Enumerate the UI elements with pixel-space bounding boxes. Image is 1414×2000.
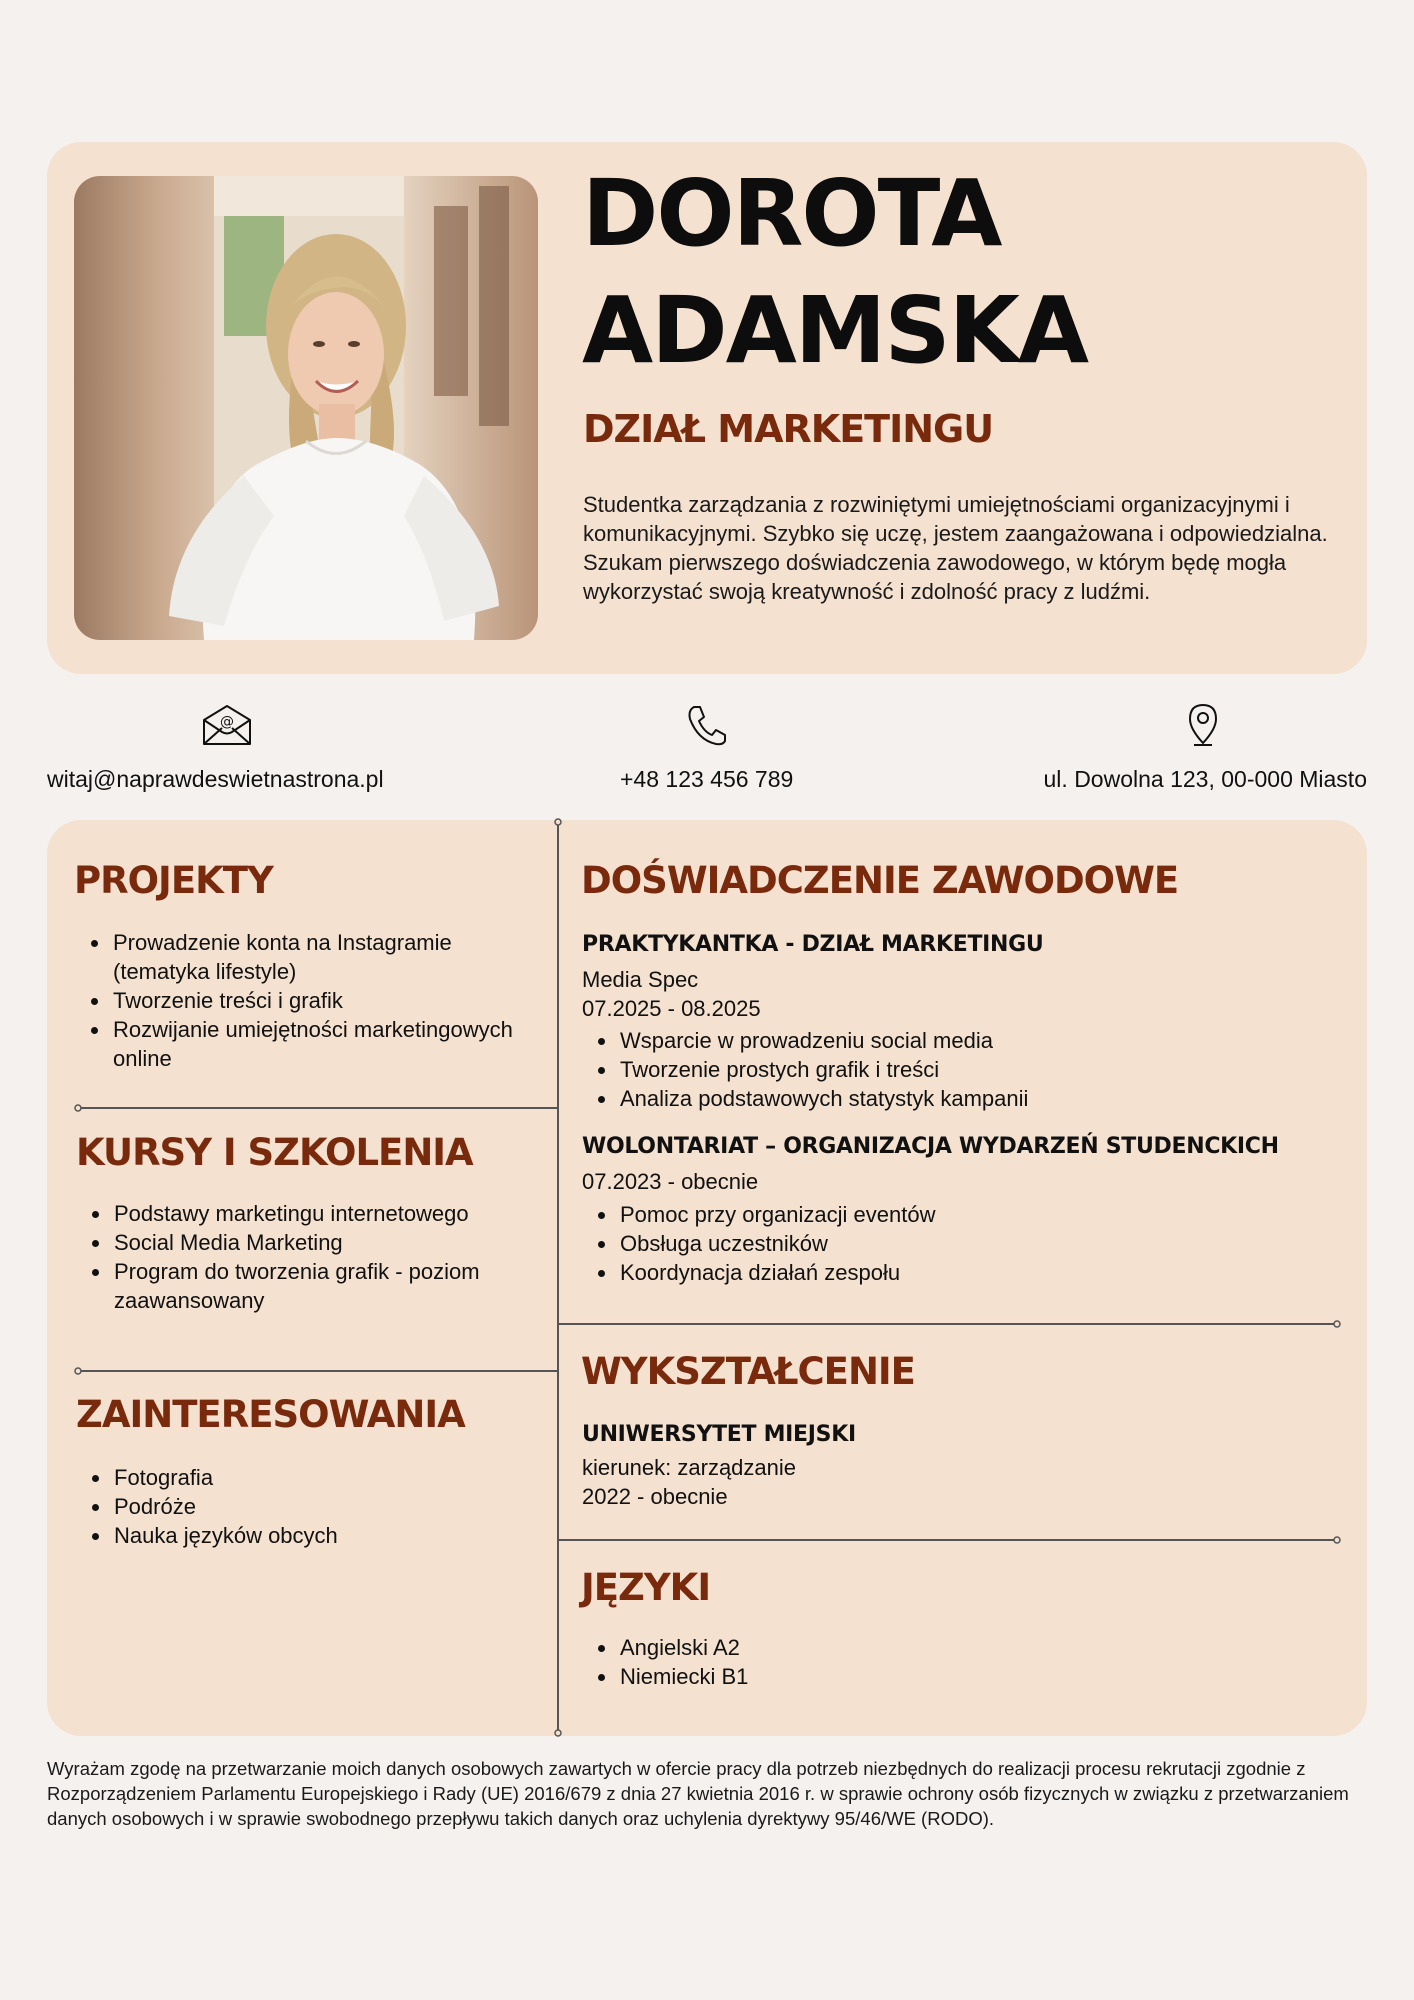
job-role: WOLONTARIAT – ORGANIZACJA WYDARZEŃ STUDENCKICH — [582, 1134, 1279, 1159]
name-last: ADAMSKA — [582, 277, 1088, 384]
courses-heading: KURSY I SZKOLENIA — [76, 1131, 473, 1174]
list-item: • Nauka języków obcych — [112, 1521, 532, 1550]
portrait-photo-illustration — [74, 176, 538, 640]
list-item: • Prowadzenie konta na Instagramie (tematyka lifestyle) — [111, 928, 551, 986]
phone-number[interactable]: +48 123 456 789 — [620, 766, 794, 792]
gdpr-consent-clause: Wyrażam zgodę na przetwarzanie moich danych osobowych zawartych w ofercie pracy dla potrzeb niezbędnych do realizacji procesu rekrutacji zgodnie z Rozporządzeniem Parlamentu Europejskiego i Rady (UE) 2016/679 z dnia 27 kwietnia 2016 r. w sprawie ochrony osób fizycznych w związku z przetwarzaniem danych osobowych i w sprawie swobodnego przepływu takich danych oraz uchylenia dyrektywy 95/46/WE (RODO). — [47, 1758, 1349, 1829]
location-pin-icon — [1186, 703, 1220, 752]
courses-list — [76, 1199, 532, 1315]
list-item: • Niemiecki B1 — [618, 1662, 1358, 1691]
envelope-at-icon — [202, 704, 252, 751]
list-item: • Obsługa uczestników — [618, 1229, 1358, 1258]
email-link[interactable]: witaj@naprawdeswietnastrona.pl — [47, 766, 384, 792]
job-role: PRAKTYKANTKA - DZIAŁ MARKETINGU — [582, 932, 1044, 957]
languages-heading: JĘZYKI — [581, 1566, 711, 1609]
name-first: DOROTA — [582, 160, 1001, 267]
job-dates: 07.2025 - 08.2025 — [582, 996, 761, 1021]
projects-heading: PROJEKTY — [74, 859, 273, 902]
address: ul. Dowolna 123, 00-000 Miasto — [1043, 766, 1367, 792]
list-item: • Podróże — [112, 1492, 532, 1521]
languages-list — [582, 1633, 1358, 1691]
list-item: • Koordynacja działań zespołu — [618, 1258, 1358, 1287]
job-company: Media Spec — [582, 967, 699, 992]
list-item: • Pomoc przy organizacji eventów — [618, 1200, 1358, 1229]
projects-list — [75, 928, 551, 1073]
job-duties-list — [582, 1200, 1358, 1287]
list-item: • Program do tworzenia grafik - poziom zaawansowany — [112, 1257, 532, 1315]
job-title: DZIAŁ MARKETINGU — [583, 407, 994, 451]
interests-list — [76, 1463, 532, 1550]
list-item: • Angielski A2 — [618, 1633, 1358, 1662]
list-item: • Fotografia — [112, 1463, 532, 1492]
svg-text:@: @ — [220, 714, 234, 730]
job-dates: 07.2023 - obecnie — [582, 1169, 759, 1194]
profile-photo — [74, 176, 538, 640]
phone-icon — [686, 704, 726, 751]
education-dates: 2022 - obecnie — [582, 1484, 728, 1509]
list-item: • Analiza podstawowych statystyk kampanii — [618, 1084, 1358, 1113]
job-duties-list — [582, 1026, 1358, 1113]
list-item: • Tworzenie prostych grafik i treści — [618, 1055, 1358, 1084]
profile-summary: Studentka zarządzania z rozwiniętymi umiejętnościami organizacyjnymi i komunikacyjnymi. Szybko się uczę, jestem zaangażowana i odpowiedzialna. Szukam pierwszego doświadczenia zawodowego, w którym będę mogła wykorzystać swoją kreatywność i zdolność pracy z ludźmi. — [583, 492, 1328, 604]
list-item: • Social Media Marketing — [112, 1228, 532, 1257]
list-item: • Tworzenie treści i grafik — [111, 986, 551, 1015]
interests-heading: ZAINTERESOWANIA — [76, 1393, 465, 1436]
experience-heading: DOŚWIADCZENIE ZAWODOWE — [581, 859, 1179, 902]
list-item: • Rozwijanie umiejętności marketingowych online — [111, 1015, 551, 1073]
list-item: • Wsparcie w prowadzeniu social media — [618, 1026, 1358, 1055]
education-heading: WYKSZTAŁCENIE — [581, 1350, 915, 1393]
list-item: • Podstawy marketingu internetowego — [112, 1199, 532, 1228]
education-school: UNIWERSYTET MIEJSKI — [582, 1422, 856, 1447]
education-field: kierunek: zarządzanie — [582, 1455, 797, 1480]
